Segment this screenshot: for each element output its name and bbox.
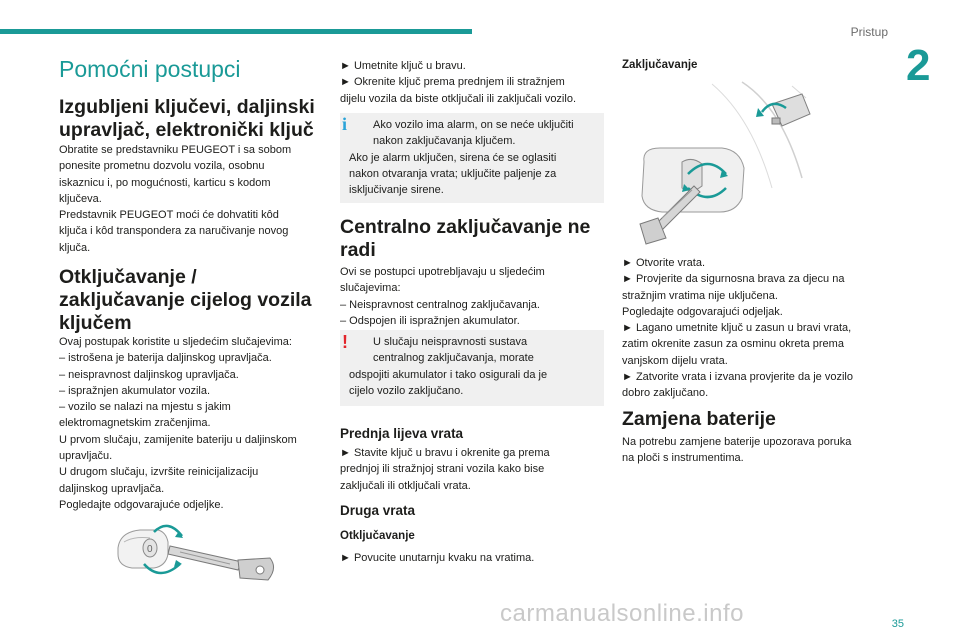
front-left-door-text (340, 445, 608, 494)
text-line: iskaznicu i, po mogućnosti, karticu s kodom (59, 176, 271, 189)
text-line: isključivanje sirene. (349, 184, 444, 197)
heading-line: Otključavanje / (59, 266, 197, 288)
text-line: upravljaču. (59, 450, 113, 463)
text-line: ključa. (59, 241, 91, 254)
text-line: U prvom slučaju, zamijenite bateriju u daljinskom (59, 433, 297, 446)
text-line: centralnog zaključavanja, morate (373, 352, 534, 365)
text-line: stražnjim vratima nije uključena. (622, 289, 778, 302)
text-line: Ako vozilo ima alarm, on se neće uključiti (373, 119, 574, 131)
battery-text (622, 434, 890, 467)
svg-text:0: 0 (147, 544, 153, 555)
text-line: Ovaj postupak koristite u sljedećim slučajevima: (59, 336, 292, 348)
header-accent-bar (0, 29, 472, 34)
heading-line: upravljač, elektronički ključ (59, 119, 314, 141)
text-line: Na potrebu zamjene baterije upozorava poruka (622, 436, 852, 448)
page-number: 35 (891, 618, 904, 630)
text-line: cijelo vozilo zaključano. (349, 384, 464, 397)
text-line: Pogledajte odgovarajući odjeljak. (622, 305, 783, 318)
text-line: vanjskom dijelu vrata. (622, 354, 728, 367)
insert-key-text (340, 58, 608, 107)
info-note (340, 113, 604, 203)
text-line: nakon otvaranja vrata; uključite paljenje za (349, 167, 557, 180)
watermark: carmanualsonline.info (500, 600, 744, 627)
key-lock-illustration (110, 520, 280, 590)
text-line: Ovi se postupci upotrebljavaju u sljedećim (340, 266, 545, 278)
door-latch-illustration (632, 78, 822, 248)
text-line: U drugom slučaju, izvršite reinicijalizaciju (59, 466, 259, 479)
text-line: – neispravnost daljinskog upravljača. (59, 368, 239, 381)
text-line: ► Stavite ključ u bravu i okrenite ga prema (340, 447, 550, 459)
text-line: U slučaju neispravnosti sustava (373, 336, 528, 348)
heading-lost-keys (59, 96, 327, 142)
warning-note-text (349, 334, 598, 399)
text-line: ► Lagano umetnite ključ u zasun u bravi vrata, (622, 322, 852, 335)
text-line: Pogledajte odgovarajuće odjeljke. (59, 498, 224, 511)
text-line: ► Umetnite ključ u bravu. (340, 60, 466, 72)
heading-battery-replacement: Zamjena baterije (622, 408, 776, 430)
heading-line: radi (340, 239, 376, 261)
text-line: ► Provjerite da sigurnosna brava za djecu na (622, 273, 845, 286)
text-line: Ako je alarm uključen, sirena će se oglasiti (349, 151, 557, 164)
text-line: daljinskog upravljača. (59, 482, 165, 495)
text-line: ► Zatvorite vrata i izvana provjerite da je vozilo (622, 371, 853, 384)
text-line: slučajevima: (340, 282, 401, 295)
heading-line: zaključavanje cijelog vozila (59, 289, 312, 311)
text-line: ► Otvorite vrata. (622, 257, 706, 269)
text-line: – istrošena je baterija daljinskog upravljača. (59, 352, 272, 365)
lost-keys-text (59, 142, 327, 256)
locking-steps-text (622, 255, 892, 402)
warning-note (340, 330, 604, 406)
warning-icon: ! (342, 332, 348, 352)
text-line: Obratite se predstavniku PEUGEOT i sa sobom (59, 144, 292, 156)
info-note-text (349, 117, 598, 198)
heading-other-doors: Druga vrata (340, 503, 416, 518)
info-icon: i (342, 114, 348, 134)
text-line: odspojiti akumulator i tako osigurali da je (349, 368, 548, 381)
text-line: elektromagnetskim zračenjima. (59, 417, 211, 430)
page-title: Pomoćni postupci (59, 56, 241, 82)
heading-key-unlock (59, 266, 327, 335)
text-line: dijelu vozila da biste otključali ili zaključali vozilo. (340, 92, 576, 105)
text-line: dobro zaključano. (622, 387, 709, 400)
heading-line: Centralno zaključavanje ne (340, 216, 591, 238)
heading-locking: Zaključavanje (622, 59, 698, 71)
heading-unlocking: Otključavanje (340, 530, 415, 542)
text-line: zaključali ili otključali vrata. (340, 479, 471, 492)
text-line: ► Okrenite ključ prema prednjem ili stražnjem (340, 76, 565, 89)
text-line: na ploči s instrumentima. (622, 452, 744, 465)
heading-central-locking (340, 216, 608, 262)
text-line: – Neispravnost centralnog zaključavanja. (340, 298, 540, 311)
text-line: ponesite prometnu dozvolu vozila, osobnu (59, 160, 265, 173)
text-line: – ispražnjen akumulator vozila. (59, 384, 211, 397)
heading-line: Izgubljeni ključevi, daljinski (59, 96, 315, 118)
central-locking-text (340, 264, 608, 329)
other-doors-text: ► Povucite unutarnju kvaku na vratima. (340, 552, 535, 564)
text-line: zatim okrenite zasun za osminu okreta prema (622, 338, 844, 351)
text-line: – Odspojen ili ispražnjen akumulator. (340, 314, 520, 327)
heading-front-left-door: Prednja lijeva vrata (340, 426, 464, 441)
text-line: Predstavnik PEUGEOT moći će dohvatiti kôd (59, 209, 279, 222)
text-line: ključeva. (59, 192, 102, 205)
text-line: – vozilo se nalazi na mjestu s jakim (59, 401, 231, 414)
key-unlock-text (59, 334, 334, 513)
heading-line: ključem (59, 312, 132, 334)
text-line: ključa i kôd transpondera za naručivanje novog (59, 225, 289, 238)
text-line: nakon zaključavanja ključem. (373, 135, 516, 148)
text-line: prednjoj ili stražnjoj strani vozila kako bise (340, 463, 545, 476)
chapter-number: 2 (906, 41, 931, 90)
section-label: Pristup (850, 25, 888, 39)
